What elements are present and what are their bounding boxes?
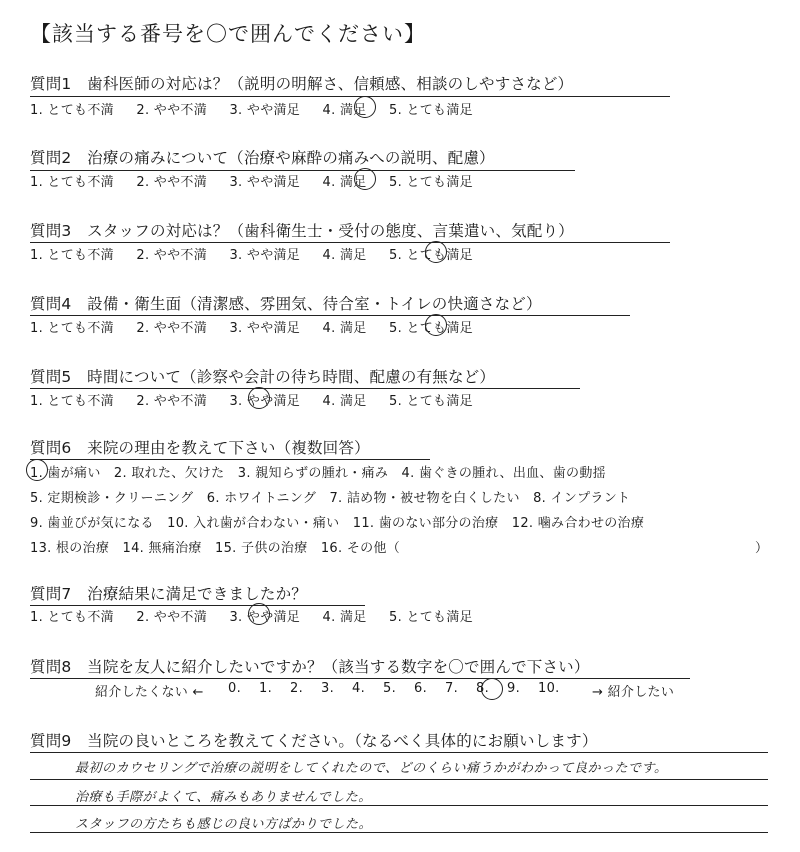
q7-option-5[interactable]: 5. とても満足 — [389, 610, 473, 625]
q5-option-5[interactable]: 5. とても満足 — [389, 394, 473, 409]
q2-option-1[interactable]: 1. とても不満 — [30, 175, 114, 190]
q4-option-2[interactable]: 2. やや不満 — [136, 321, 208, 336]
q8-scale-8[interactable]: 8. — [476, 681, 490, 696]
question-3-options — [30, 244, 491, 263]
q5-option-3[interactable]: 3. やや満足 — [229, 394, 301, 409]
q8-scale-3[interactable]: 3. — [321, 681, 335, 696]
q1-option-1[interactable]: 1. とても不満 — [30, 103, 114, 118]
q9-answer-text-3: スタッフの方たちも感じの良い方ばかりでした。 — [75, 817, 373, 832]
q7-option-1[interactable]: 1. とても不満 — [30, 610, 114, 625]
q8-scale-6[interactable]: 6. — [414, 681, 428, 696]
q8-right-label: → 紹介したい — [592, 685, 675, 700]
q9-answer-text-2: 治療も手際がよくて、痛みもありませんでした。 — [75, 790, 372, 805]
question-6-underline — [30, 459, 430, 460]
q3-option-1[interactable]: 1. とても不満 — [30, 248, 114, 263]
question-5: 質問5 時間について（診察や会計の待ち時間、配慮の有無など） — [30, 368, 496, 386]
q8-selection-circle — [481, 678, 503, 700]
q3-selection-circle — [425, 241, 447, 263]
q1-selection-circle — [354, 96, 376, 118]
question-3: 質問3 スタッフの対応は？（歯科衛生士・受付の態度、言葉遣い、気配り） — [30, 222, 574, 240]
q2-selection-circle — [354, 168, 376, 190]
q3-option-5[interactable]: 5. とても満足 — [389, 248, 473, 263]
question-4-options — [30, 317, 491, 336]
q9-answer-text-1: 最初のカウセリングで治療の説明をしてくれたので、どのくらい痛うかがわかって良かったです。 — [75, 761, 668, 776]
question-5-underline — [30, 388, 580, 389]
q9-answer-line-2 — [30, 779, 768, 780]
q5-option-2[interactable]: 2. やや不満 — [136, 394, 208, 409]
q5-option-4[interactable]: 4. 満足 — [322, 394, 367, 409]
q4-option-3[interactable]: 3. やや満足 — [229, 321, 301, 336]
q4-option-5[interactable]: 5. とても満足 — [389, 321, 473, 336]
q6-reasons-row-2[interactable]: 5. 定期検診・クリーニング 6. ホワイトニング 7. 詰め物・被せ物を白くしたい 8. インプラント — [30, 491, 631, 506]
q8-scale-4[interactable]: 4. — [352, 681, 366, 696]
question-9: 質問9 当院の良いところを教えてください。（なるべく具体的にお願いします） — [30, 732, 598, 750]
q4-option-1[interactable]: 1. とても不満 — [30, 321, 114, 336]
q3-option-2[interactable]: 2. やや不満 — [136, 248, 208, 263]
q1-option-2[interactable]: 2. やや不満 — [136, 103, 208, 118]
question-8-underline — [30, 678, 690, 679]
q6-reasons-row-1[interactable]: 1. 歯が痛い 2. 取れた、欠けた 3. 親知らずの腫れ・痛み 4. 歯ぐきの腫れ、出血、歯の動揺 — [30, 466, 606, 481]
question-2-options — [30, 171, 491, 190]
q7-option-2[interactable]: 2. やや不満 — [136, 610, 208, 625]
q1-option-5[interactable]: 5. とても満足 — [389, 103, 473, 118]
question-1-underline — [30, 96, 670, 97]
q2-option-3[interactable]: 3. やや満足 — [229, 175, 301, 190]
question-8: 質問8 当院を友人に紹介したいですか？（該当する数字を〇で囲んで下さい） — [30, 658, 590, 676]
question-3-underline — [30, 242, 670, 243]
q2-option-5[interactable]: 5. とても満足 — [389, 175, 473, 190]
q1-option-4[interactable]: 4. 満足 — [322, 103, 367, 118]
q2-option-2[interactable]: 2. やや不満 — [136, 175, 208, 190]
q3-option-3[interactable]: 3. やや満足 — [229, 248, 301, 263]
q6-selection-circle — [26, 459, 48, 481]
q1-option-3[interactable]: 3. やや満足 — [229, 103, 301, 118]
question-1-options — [30, 99, 491, 118]
question-4-underline — [30, 315, 630, 316]
q8-scale-9[interactable]: 9. — [507, 681, 521, 696]
question-7: 質問7 治療結果に満足できましたか？ — [30, 585, 307, 603]
q7-selection-circle — [248, 603, 270, 625]
q4-selection-circle — [425, 314, 447, 336]
q3-option-4[interactable]: 4. 満足 — [322, 248, 367, 263]
q8-scale — [228, 681, 578, 696]
q7-option-3[interactable]: 3. やや満足 — [229, 610, 301, 625]
q7-option-4[interactable]: 4. 満足 — [322, 610, 367, 625]
q9-answer-line-1 — [30, 752, 768, 753]
question-1: 質問1 歯科医師の対応は？（説明の明解さ、信頼感、相談のしやすさなど） — [30, 75, 574, 93]
q5-option-1[interactable]: 1. とても不満 — [30, 394, 114, 409]
question-2: 質問2 治療の痛みについて（治療や麻酔の痛みへの説明、配慮） — [30, 149, 495, 167]
q8-scale-10[interactable]: 10. — [538, 681, 560, 696]
q8-scale-2[interactable]: 2. — [290, 681, 304, 696]
q6-other-close-paren: ） — [755, 541, 769, 556]
q8-scale-5[interactable]: 5. — [383, 681, 397, 696]
q4-option-4[interactable]: 4. 満足 — [322, 321, 367, 336]
page-title: 【該当する番号を〇で囲んでください】 — [30, 22, 426, 46]
q8-scale-1[interactable]: 1. — [259, 681, 273, 696]
q2-option-4[interactable]: 4. 満足 — [322, 175, 367, 190]
q9-answer-line-4 — [30, 832, 768, 833]
q6-reasons-row-4[interactable]: 13. 根の治療 14. 無痛治療 15. 子供の治療 16. その他（ — [30, 541, 401, 556]
q8-scale-0[interactable]: 0. — [228, 681, 242, 696]
q8-scale-7[interactable]: 7. — [445, 681, 459, 696]
q8-left-label: 紹介したくない ← — [95, 685, 204, 700]
q6-reasons-row-3[interactable]: 9. 歯並びが気になる 10. 入れ歯が合わない・痛い 11. 歯のない部分の治療 12. 噛み合わせの治療 — [30, 516, 645, 531]
question-6: 質問6 来院の理由を教えて下さい（複数回答） — [30, 439, 370, 457]
question-4: 質問4 設備・衛生面（清潔感、雰囲気、待合室・トイレの快適さなど） — [30, 295, 542, 313]
q9-answer-line-3 — [30, 805, 768, 806]
q5-selection-circle — [248, 387, 270, 409]
